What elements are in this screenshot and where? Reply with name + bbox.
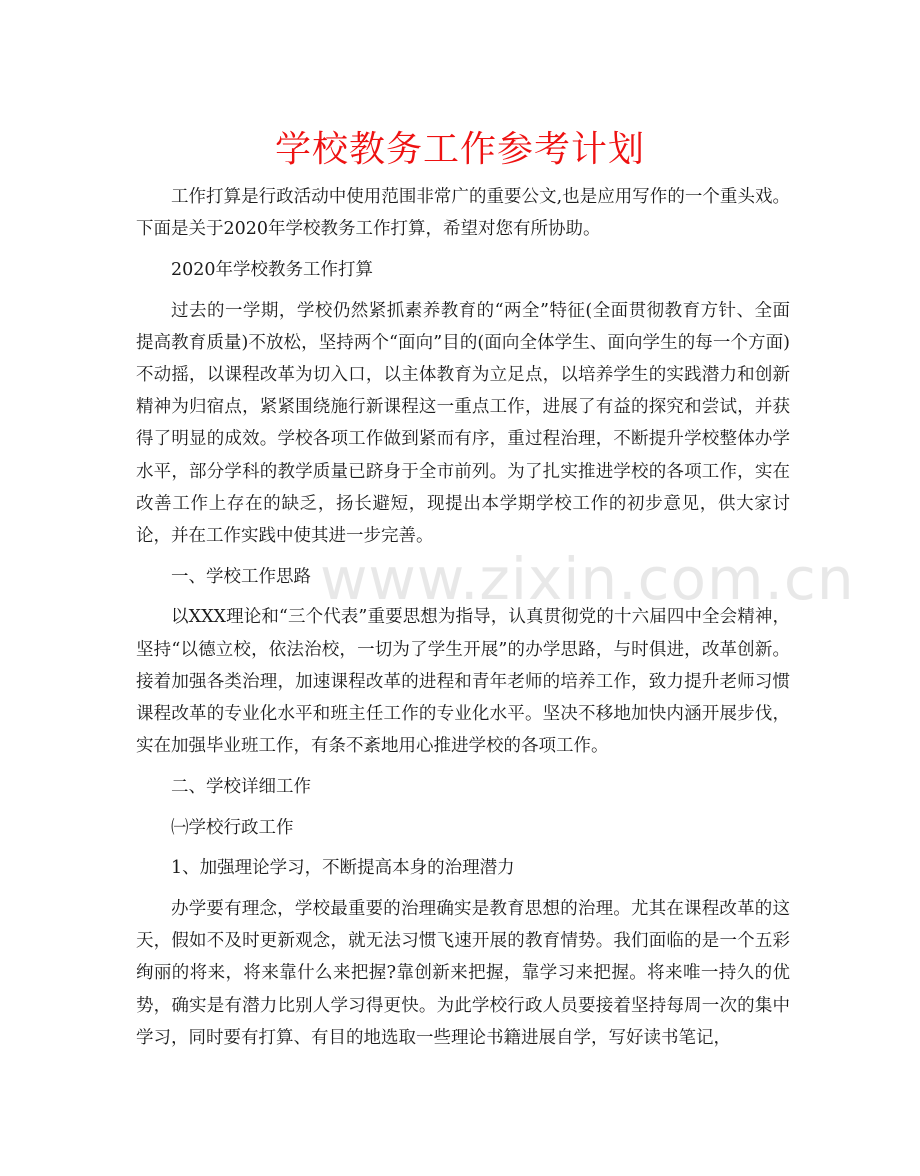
plan-heading: 2020年学校教务工作打算 bbox=[171, 259, 374, 280]
subsection-heading: ㈠学校行政工作 bbox=[171, 817, 294, 838]
section-heading: 一、学校工作思路 bbox=[171, 566, 311, 587]
body-paragraph: 办学要有理念，学校最重要的治理确实是教育思想的治理。尤其在课程改革的这天，假如不及时更新观念，就无法习惯飞速开展的教育情势。我们面临的是一个五彩绚丽的将来，将来靠什么来把握?靠创新来把握，靠学习来把握。将来唯一持久的优势，确实是有潜力比别人学习得更快。为此学校行政人员要接着坚持每周一次的集中学习，同时要有打算、有目的地选取一些理论书籍进展自学，写好读书笔记， bbox=[136, 899, 790, 1048]
section-heading: 二、学校详细工作 bbox=[171, 776, 311, 797]
watermark: www.zixin.com.cn bbox=[320, 545, 855, 613]
body-paragraph: 过去的一学期，学校仍然紧抓素养教育的“两全”特征(全面贯彻教育方针、全面提高教育质量)不放松，坚持两个“面向”目的(面向全体学生、面向学生的每一个方面)不动摇，以课程改革为切入口，以主体教育为立足点，以培养学生的实践潜力和创新精神为归宿点，紧紧围绕施行新课程这一重点工作，进展了有益的探究和尝试，并获得了明显的成效。学校各项工作做到紧而有序，重过程治理，不断提升学校整体办学水平，部分学科的教学质量已跻身于全市前列。为了扎实推进学校的各项工作，实在改善工作上存在的缺乏，扬长避短，现提出本学期学校工作的初步意见，供大家讨论，并在工作实践中使其进一步完善。 bbox=[136, 300, 790, 547]
item-heading: 1、加强理论学习，不断提高本身的治理潜力 bbox=[171, 858, 515, 879]
body-paragraph: 以XXX理论和“三个代表”重要思想为指导，认真贯彻党的十六届四中全会精神，坚持“以德立校，依法治校，一切为了学生开展”的办学思路，与时俱进，改革创新。接着加强各类治理，加速课程改革的进程和青年老师的培养工作，致力提升老师习惯课程改革的专业化水平和班主任工作的专业化水平。坚决不移地加快内涵开展步伐，实在加强毕业班工作，有条不紊地用心推进学校的各项工作。 bbox=[136, 607, 790, 757]
document-title: 学校教务工作参考计划 bbox=[274, 129, 645, 170]
intro-paragraph: 工作打算是行政活动中使用范围非常广的重要公文,也是应用写作的一个重头戏。下面是关于2020年学校教务工作打算，希望对您有所协助。 bbox=[136, 187, 790, 240]
document-body bbox=[136, 181, 790, 1063]
